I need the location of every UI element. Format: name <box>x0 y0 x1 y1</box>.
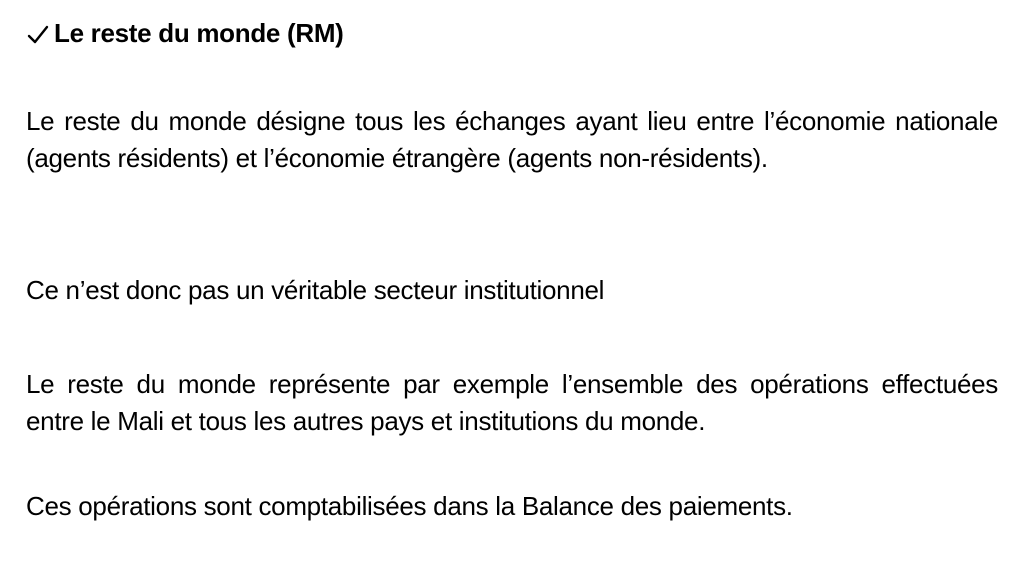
paragraph-not-sector: Ce n’est donc pas un véritable secteur institutionnel <box>26 275 605 305</box>
heading-text: Le reste du monde (RM) <box>54 18 344 48</box>
checkmark-icon <box>26 21 50 45</box>
paragraph-example: Le reste du monde représente par exemple l’ensemble des opérations effectuées entre le Mali et tous les autres pays et institutions du monde. <box>26 369 998 436</box>
paragraph-definition: Le reste du monde désigne tous les échanges ayant lieu entre l’économie nationale (agents résidents) et l’économie étrangère (agents non-résidents). <box>26 106 998 173</box>
paragraph-balance: Ces opérations sont comptabilisées dans la Balance des paiements. <box>26 491 793 521</box>
slide-heading <box>26 16 344 50</box>
